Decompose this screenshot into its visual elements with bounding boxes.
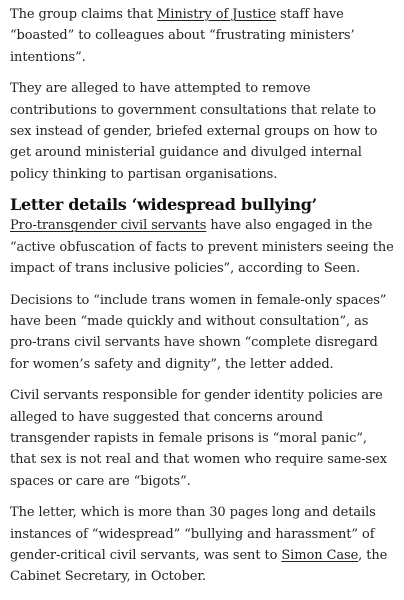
paragraph-6 xyxy=(10,502,394,587)
link-ministry-of-justice[interactable]: Ministry of Justice xyxy=(157,7,277,22)
paragraph-text: The letter, which is more than 30 pages long and details instances of “widespread” “bullying and harassment” of gender-critical civil servants, was sent to xyxy=(10,505,376,564)
paragraph-text: have also engaged in the “active obfuscation of facts to prevent ministers seeing the impact of trans inclusive policies”, according to Seen. xyxy=(10,218,394,276)
paragraph-5: Civil servants responsible for gender identity policies are alleged to have suggested that concerns around transgender rapists in female prisons is “moral panic”, that sex is not real and that women who require same-sex spaces or care are “bigots”. xyxy=(10,388,387,489)
paragraph-text: staff have “boasted” to colleagues about “frustrating ministers’ intentions”. xyxy=(10,7,355,65)
section-heading: Letter details ‘widespread bullying’ xyxy=(10,195,317,215)
paragraph-2: They are alleged to have attempted to remove contributions to government consultations that relate to sex instead of gender, briefed external groups on how to get around ministerial guidance and divulged internal policy thinking to partisan organisations. xyxy=(10,81,378,182)
link-pro-transgender-civil-servants[interactable]: Pro-transgender civil servants xyxy=(10,218,207,234)
link-simon-case[interactable]: Simon Case xyxy=(281,548,359,564)
paragraph-text: , the Cabinet Secretary, in October. xyxy=(10,548,388,585)
paragraph-text: The group claims that xyxy=(10,7,158,22)
paragraph-3 xyxy=(10,215,394,279)
paragraph-1 xyxy=(10,4,394,68)
article-body xyxy=(10,0,394,598)
paragraph-4: Decisions to “include trans women in female-only spaces” have been “made quickly and without consultation”, as pro-trans civil servants have shown “complete disregard for women’s safety and dignity”, the letter added. xyxy=(10,292,387,372)
